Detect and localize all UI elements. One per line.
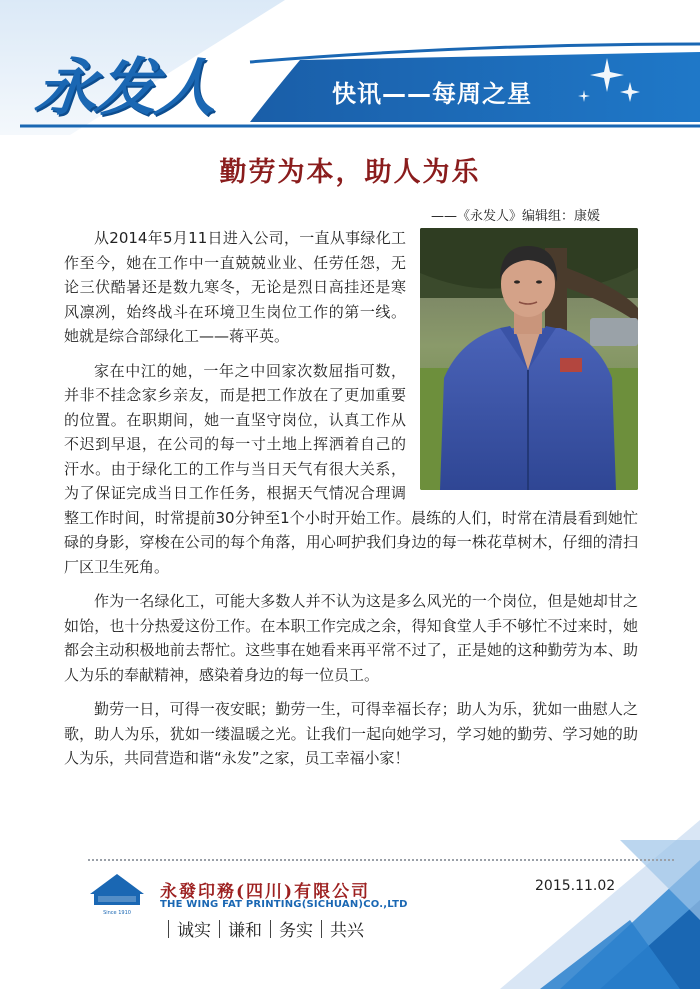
company-name-english: THE WING FAT PRINTING(SICHUAN)CO.,LTD: [160, 899, 408, 910]
paragraph: 从2014年5月11日进入公司，一直从事绿化工作至今，她在工作中一直兢兢业业、任劳任怨，无论三伏酷暑还是数九寒冬，无论是烈日高挂还是寒风凛冽，始终战斗在环境卫生岗位工作的第一线。她就是综合部绿化工——蒋平英。: [64, 229, 406, 345]
paragraph: 作为一名绿化工，可能大多数人并不认为这是多么风光的一个岗位，但是她却甘之如饴，也十分热爱这份工作。在本职工作完成之余，得知食堂人手不够忙不过来时，她都会主动积极地前去帮忙。这些事在她看来再平常不过了，正是她的这种勤劳为本、助人为乐的奉献精神，感染着身边的每一位员工。: [64, 592, 638, 684]
value-item: 共兴: [330, 921, 364, 941]
value-separator: [168, 920, 169, 938]
paragraph: 家在中江的她，一年之中回家次数屈指可数，并非不挂念家乡亲友，而是把工作放在了更加重要的位置。在职期间，她一直坚守岗位，认真工作从不迟到早退，在公司的每一寸土地上挥洒着自己的汗水。由于绿化工的工作与当日天气有很大关系，为了保证完成当日工作任务，根据天气情况合理调整工作时间，时常提前30分钟至1个小时开始工作。晨练的人们，时常在清晨看到她忙碌的身影，穿梭在公司的每个角落，用心呵护我们身边的每一株花草树木，仔细的清扫厂区卫生死角。: [64, 361, 638, 576]
section-title: 快讯——每周之星: [332, 80, 532, 108]
article-title: 勤劳为本，助人为乐: [219, 157, 481, 188]
logo-since: Since 1910: [103, 910, 131, 916]
footer-divider: [88, 859, 674, 861]
magazine-logo: 永发人: [31, 51, 220, 124]
value-separator: [270, 920, 271, 938]
value-separator: [321, 920, 322, 938]
issue-date: 2015.11.02: [535, 878, 616, 894]
paragraph: 勤劳一日，可得一夜安眠；勤劳一生，可得幸福长存；助人为乐，犹如一曲慰人之歌，助人为乐，犹如一缕温暖之光。让我们一起向她学习，学习她的勤劳、学习她的助人为乐，共同营造和谐“永发”之家，员工幸福小家！: [64, 700, 638, 767]
value-item: 谦和: [228, 921, 262, 941]
article-body: [64, 226, 638, 781]
value-item: 诚实: [177, 921, 211, 941]
portrait-photo: [420, 228, 638, 490]
page-header: [0, 0, 700, 135]
company-logo: [88, 872, 146, 918]
article-byline: ——《永发人》编辑组：康媛: [430, 209, 600, 224]
company-values: [160, 916, 364, 941]
value-separator: [219, 920, 220, 938]
company-name-chinese: 永發印務(四川)有限公司: [160, 882, 371, 902]
value-item: 务实: [279, 921, 313, 941]
